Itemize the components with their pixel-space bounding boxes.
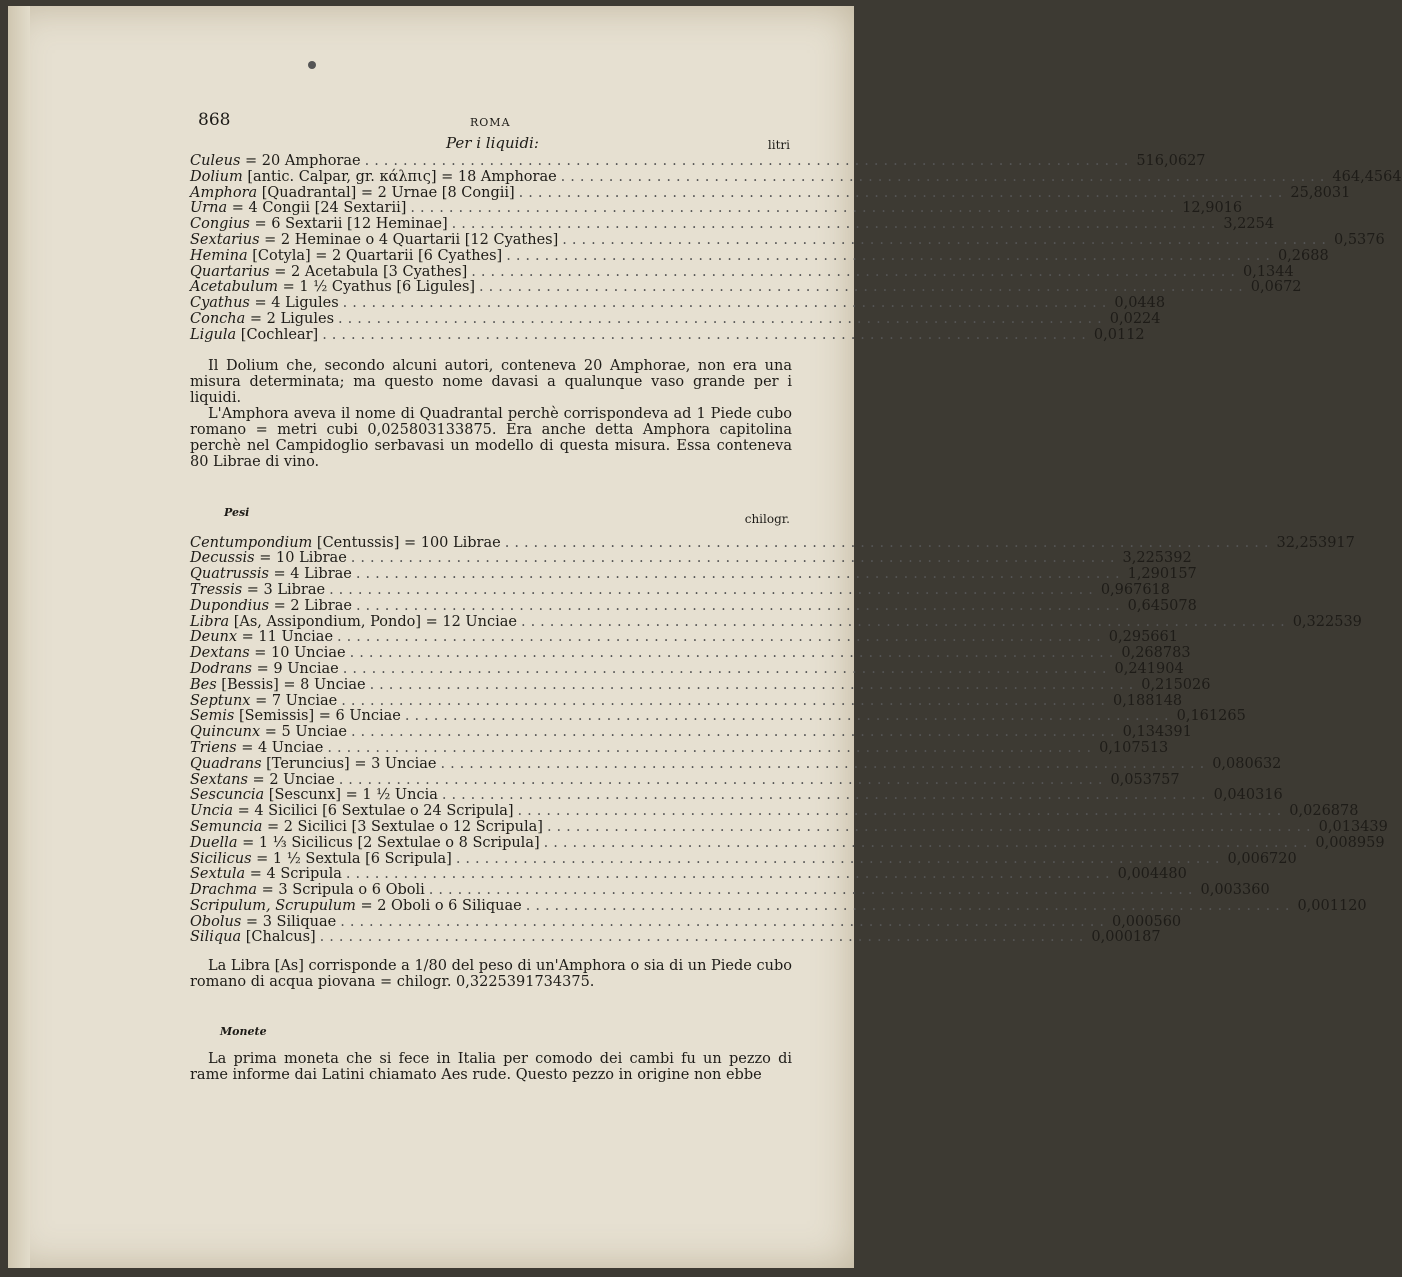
leader-dots: ................................................................................: [342, 295, 1112, 312]
leader-dots: ................................................................................: [441, 787, 1211, 804]
pesi-title: Pesi: [224, 505, 250, 519]
row-description: [190, 583, 329, 599]
pesi-heading: [190, 504, 792, 528]
row-description: [190, 265, 471, 281]
row-value: 0,268783: [1121, 645, 1191, 662]
row-value: 0,295661: [1108, 629, 1178, 646]
row-description: [190, 249, 506, 265]
row-term: Semis: [190, 708, 235, 725]
pesi-paragraph: La Libra [As] corrisponde a 1/80 del peso di un'Amphora o sia di un Piede cubo romano di acqua piovana = chilogr. 0,3225391734375.: [190, 958, 792, 991]
row-term: Quincunx: [190, 724, 261, 741]
row-value: 0,006720: [1227, 850, 1297, 867]
leader-dots: ................................................................................: [506, 247, 1275, 264]
row-term: Sextula: [190, 866, 246, 883]
row-definition: = 7 Unciae: [250, 692, 338, 709]
row-term: Uncia: [190, 803, 233, 820]
liquidi-paragraph-2: L'Amphora aveva il nome di Quadrantal perchè corrispondeva ad 1 Piede cubo romano = metri cubi 0,025803133875. Era anche detta Amphora capitolina perchè nel Campidoglio serbavasi un modello di questa misura. Essa conteneva 80 Librae di vino.: [190, 405, 792, 470]
table-row: [190, 566, 1197, 583]
row-definition: = 3 Librae: [242, 581, 326, 598]
leader-dots: ................................................................................: [471, 263, 1240, 280]
leader-dots: ................................................................................: [322, 326, 1091, 343]
row-term: Siliqua: [190, 929, 242, 946]
row-value: 0,004480: [1117, 866, 1187, 883]
page-number: 868: [198, 110, 231, 130]
table-row: [190, 310, 1161, 328]
row-description: [190, 186, 519, 202]
row-definition: = 2 Oboli o 6 Siliquae: [355, 897, 522, 914]
row-description: [190, 328, 322, 344]
row-term: Sescuncia: [190, 787, 265, 804]
table-row: [190, 803, 1359, 820]
leader-dots: ................................................................................: [355, 566, 1125, 583]
row-term: Sicilicus: [190, 850, 252, 867]
row-description: [190, 646, 350, 662]
table-row: [190, 882, 1270, 899]
row-value: 0,1344: [1243, 263, 1294, 280]
leader-dots: ................................................................................: [349, 645, 1119, 662]
row-definition: = 4 Ligules: [249, 295, 339, 312]
leader-dots: ................................................................................: [404, 708, 1174, 725]
row-definition: = 20 Amphorae: [240, 153, 361, 169]
row-description: [190, 217, 452, 233]
row-definition: [Teruncius] = 3 Unciae: [261, 755, 437, 772]
leader-dots: ................................................................................: [504, 534, 1274, 551]
row-definition: = 4 Librae: [268, 566, 352, 583]
row-description: [190, 312, 338, 328]
table-row: [190, 534, 1355, 552]
table-row: [190, 247, 1329, 265]
row-definition: = 1 ½ Sextula [6 Scripula]: [251, 850, 452, 867]
row-definition: [Chalcus]: [241, 929, 316, 946]
leader-dots: ................................................................................: [342, 660, 1112, 677]
row-value: 0,013439: [1318, 818, 1388, 835]
book-page: [8, 6, 1402, 1268]
leader-dots: ................................................................................: [350, 550, 1120, 567]
row-description: [190, 170, 561, 186]
row-term: Duella: [190, 834, 238, 851]
table-row: [190, 581, 1170, 599]
row-definition: = 2 Ligules: [245, 310, 335, 327]
monete-heading: [190, 1020, 792, 1039]
row-definition: [Cotyla] = 2 Quartarii [6 Cyathes]: [247, 247, 503, 264]
row-description: [190, 820, 547, 836]
row-term: Hemina: [190, 247, 248, 264]
leader-dots: ................................................................................: [520, 613, 1290, 630]
row-term: Obolus: [190, 913, 242, 930]
page-header: [190, 104, 792, 130]
row-definition: = 6 Sextarii [12 Heminae]: [249, 216, 448, 233]
row-term: Septunx: [190, 692, 251, 709]
leader-dots: ................................................................................: [319, 929, 1089, 946]
row-definition: = 2 Heminae o 4 Quartarii [12 Cyathes]: [259, 231, 559, 248]
table-row: [190, 326, 1145, 344]
leader-dots: ................................................................................: [345, 866, 1115, 883]
table-row: [190, 913, 1182, 931]
row-term: Triens: [190, 739, 237, 756]
row-definition: = 4 Sicilici [6 Sextulae o 24 Scripula]: [232, 803, 514, 820]
liquidi-heading: [190, 130, 792, 154]
row-value: 1,290157: [1127, 566, 1197, 583]
table-row: [190, 834, 1385, 852]
row-description: [190, 836, 544, 852]
table-row: [190, 168, 1402, 186]
ink-spot: [308, 61, 316, 69]
row-value: 0,967618: [1100, 581, 1170, 598]
leader-dots: ................................................................................: [355, 597, 1125, 614]
row-value: 3,2254: [1223, 216, 1275, 233]
row-term: Quadrans: [190, 755, 262, 772]
leader-dots: ................................................................................: [329, 581, 1098, 598]
row-description: [190, 773, 339, 789]
leader-dots: ................................................................................: [350, 724, 1120, 741]
row-description: [190, 630, 337, 646]
leader-dots: ................................................................................: [525, 897, 1295, 914]
row-term: Concha: [190, 310, 246, 327]
row-definition: [Quadrantal] = 2 Urnae [8 Congii]: [257, 184, 515, 201]
liquidi-title: Per i liquidi:: [446, 134, 539, 152]
table-row: [190, 866, 1187, 883]
row-definition: [Sescunx] = 1 ½ Uncia: [264, 787, 438, 804]
running-head: ROMA: [470, 116, 511, 129]
table-row: [190, 550, 1192, 567]
table-row: [190, 897, 1367, 915]
row-term: Tressis: [190, 581, 243, 598]
row-term: Urna: [190, 200, 228, 217]
table-row: [190, 787, 1283, 804]
monete-title: Monete: [220, 1025, 267, 1039]
row-value: 0,5376: [1334, 231, 1385, 248]
row-description: [190, 567, 356, 583]
row-description: [190, 233, 562, 249]
pesi-table: [190, 534, 1388, 947]
leader-dots: ................................................................................: [428, 882, 1198, 899]
row-description: [190, 899, 526, 915]
table-row: [190, 216, 1275, 233]
leader-dots: ................................................................................: [364, 153, 1134, 169]
leader-dots: ................................................................................: [338, 310, 1107, 327]
row-term: Quatrussis: [190, 566, 269, 583]
row-description: [190, 662, 343, 678]
row-term: Scripulum, Scrupulum: [190, 897, 356, 914]
row-term: Centumpondium: [190, 534, 313, 551]
row-term: Culeus: [190, 153, 241, 169]
row-value: 0,001120: [1297, 897, 1367, 914]
row-description: [190, 852, 456, 868]
row-term: Dodrans: [190, 660, 252, 677]
leader-dots: ................................................................................: [440, 755, 1210, 772]
row-description: [190, 883, 429, 899]
row-value: 0,2688: [1277, 247, 1329, 264]
row-term: Amphora: [190, 184, 258, 201]
table-row: [190, 818, 1388, 836]
row-value: 0,0224: [1109, 310, 1161, 327]
row-description: [190, 296, 343, 312]
table-row: [190, 660, 1184, 678]
row-term: Libra: [190, 613, 230, 630]
pesi-unit: chilogr.: [744, 511, 790, 526]
row-value: 0,000187: [1091, 929, 1161, 946]
row-definition: = 4 Congii [24 Sextarii]: [227, 200, 407, 217]
liquidi-unit: litri: [767, 138, 790, 152]
row-value: 12,9016: [1182, 200, 1243, 217]
row-term: Quartarius: [190, 263, 270, 280]
row-term: Sextans: [190, 771, 248, 788]
row-description: [190, 694, 341, 710]
row-term: Acetabulum: [190, 279, 278, 296]
row-value: 0,241904: [1114, 660, 1184, 677]
row-value: 0,188148: [1112, 692, 1183, 709]
table-row: [190, 771, 1180, 789]
row-definition: = 5 Unciae: [260, 724, 347, 741]
row-definition: = 3 Scripula o 6 Oboli: [257, 882, 425, 899]
row-description: [190, 709, 405, 725]
row-value: 0,053757: [1110, 771, 1180, 788]
row-definition: = 2 Unciae: [247, 771, 335, 788]
row-term: Congius: [190, 216, 250, 233]
row-term: Bes: [190, 676, 217, 693]
table-row: [190, 153, 1206, 170]
row-description: [190, 725, 351, 741]
leader-dots: ................................................................................: [517, 803, 1287, 820]
row-description: [190, 741, 327, 757]
table-row: [190, 597, 1197, 615]
table-row: [190, 755, 1282, 773]
row-term: Dextans: [190, 645, 250, 662]
row-definition: = 4 Unciae: [236, 739, 324, 756]
row-term: Semuncia: [190, 818, 263, 835]
row-definition: = 9 Unciae: [252, 660, 339, 677]
row-value: 0,0672: [1250, 279, 1302, 296]
table-row: [190, 629, 1178, 646]
row-value: 0,322539: [1292, 613, 1362, 630]
table-row: [190, 645, 1191, 662]
leader-dots: ................................................................................: [455, 850, 1225, 867]
page-spine: [8, 6, 30, 1268]
row-term: Sextarius: [190, 231, 260, 248]
row-description: [190, 678, 370, 694]
row-description: [190, 551, 351, 567]
row-value: 32,253917: [1276, 534, 1355, 551]
row-value: 0,107513: [1099, 739, 1169, 756]
leader-dots: ................................................................................: [562, 231, 1331, 248]
row-value: 0,008959: [1315, 834, 1385, 851]
leader-dots: ................................................................................: [327, 739, 1097, 756]
row-description: [190, 201, 410, 217]
leader-dots: ................................................................................: [337, 629, 1106, 646]
table-row: [190, 279, 1302, 296]
row-definition: [Bessis] = 8 Unciae: [216, 676, 366, 693]
liquidi-table: [190, 153, 1402, 344]
row-term: Cyathus: [190, 295, 250, 312]
row-description: [190, 536, 505, 552]
row-definition: = 2 Librae: [269, 597, 352, 614]
leader-dots: ................................................................................: [518, 184, 1288, 201]
row-description: [190, 804, 518, 820]
row-value: 0,645078: [1127, 597, 1197, 614]
row-value: 464,4564: [1332, 168, 1402, 185]
leader-dots: ................................................................................: [546, 818, 1316, 835]
row-value: 0,134391: [1122, 724, 1192, 741]
row-definition: = 2 Acetabula [3 Cyathes]: [269, 263, 468, 280]
row-term: Dolium: [190, 168, 243, 185]
table-row: [190, 200, 1243, 217]
liquidi-paragraph-1: Il Dolium che, secondo alcuni autori, conteneva 20 Amphorae, non era una misura determinata; ma questo nome davasi a qualunque vaso grande per i liquidi.: [190, 357, 792, 406]
table-row: [190, 231, 1385, 249]
table-row: [190, 724, 1192, 741]
table-row: [190, 929, 1161, 946]
row-definition: = 11 Unciae: [237, 629, 334, 646]
row-definition: [As, Assipondium, Pondo] = 12 Unciae: [229, 613, 517, 630]
row-value: 0,215026: [1141, 676, 1211, 693]
leader-dots: ................................................................................: [338, 771, 1108, 788]
leader-dots: ................................................................................: [560, 168, 1330, 185]
row-description: [190, 757, 440, 773]
row-description: [190, 280, 479, 296]
leader-dots: ................................................................................: [479, 279, 1248, 296]
leader-dots: ................................................................................: [410, 200, 1180, 217]
row-value: 0,0448: [1114, 295, 1166, 312]
row-value: 0,040316: [1213, 787, 1283, 804]
row-description: [190, 915, 340, 931]
row-value: 25,8031: [1290, 184, 1351, 201]
row-value: 0,000560: [1111, 913, 1182, 930]
row-description: [190, 930, 320, 946]
row-definition: [Cochlear]: [236, 326, 319, 343]
row-description: [190, 154, 365, 170]
row-description: [190, 599, 356, 615]
table-row: [190, 295, 1166, 312]
row-definition: = 2 Sicilici [3 Sextulae o 12 Scripula]: [262, 818, 543, 835]
row-definition: = 10 Librae: [254, 550, 347, 567]
row-definition: = 3 Siliquae: [241, 913, 337, 930]
row-term: Dupondius: [190, 597, 270, 614]
row-value: 3,225392: [1122, 550, 1192, 567]
leader-dots: ................................................................................: [543, 834, 1313, 851]
table-row: [190, 692, 1183, 710]
row-description: [190, 867, 346, 883]
row-value: 516,0627: [1136, 153, 1206, 169]
row-term: Ligula: [190, 326, 237, 343]
leader-dots: ................................................................................: [341, 692, 1110, 709]
row-value: 0,0112: [1093, 326, 1145, 343]
row-value: 0,026878: [1289, 803, 1359, 820]
row-definition: = 4 Scripula: [245, 866, 342, 883]
row-term: Decussis: [190, 550, 255, 567]
table-row: [190, 613, 1362, 631]
row-term: Deunx: [190, 629, 238, 646]
row-definition: [antic. Calpar, gr. κάλπις] = 18 Amphorae: [242, 168, 557, 185]
row-definition: = 10 Unciae: [249, 645, 346, 662]
table-row: [190, 739, 1169, 757]
table-row: [190, 676, 1211, 694]
leader-dots: ................................................................................: [451, 216, 1221, 233]
row-description: [190, 615, 521, 631]
table-row: [190, 263, 1294, 281]
row-definition: [Centussis] = 100 Librae: [312, 534, 501, 551]
leader-dots: ................................................................................: [340, 913, 1109, 930]
leader-dots: ................................................................................: [369, 676, 1139, 693]
row-definition: = 1 ⅓ Sicilicus [2 Sextulae o 8 Scripula]: [237, 834, 540, 851]
monete-paragraph: La prima moneta che si fece in Italia per comodo dei cambi fu un pezzo di rame informe dai Latini chiamato Aes rude. Questo pezzo in origine non ebbe: [190, 1051, 792, 1084]
row-description: [190, 788, 442, 804]
row-definition: [Semissis] = 6 Unciae: [234, 708, 401, 725]
table-row: [190, 708, 1246, 725]
row-value: 0,080632: [1212, 755, 1282, 772]
table-row: [190, 850, 1297, 868]
row-value: 0,003360: [1200, 882, 1270, 899]
row-term: Drachma: [190, 882, 258, 899]
row-definition: = 1 ½ Cyathus [6 Ligules]: [278, 279, 476, 296]
table-row: [190, 184, 1351, 202]
page-content: [190, 104, 1402, 1084]
row-value: 0,161265: [1176, 708, 1246, 725]
